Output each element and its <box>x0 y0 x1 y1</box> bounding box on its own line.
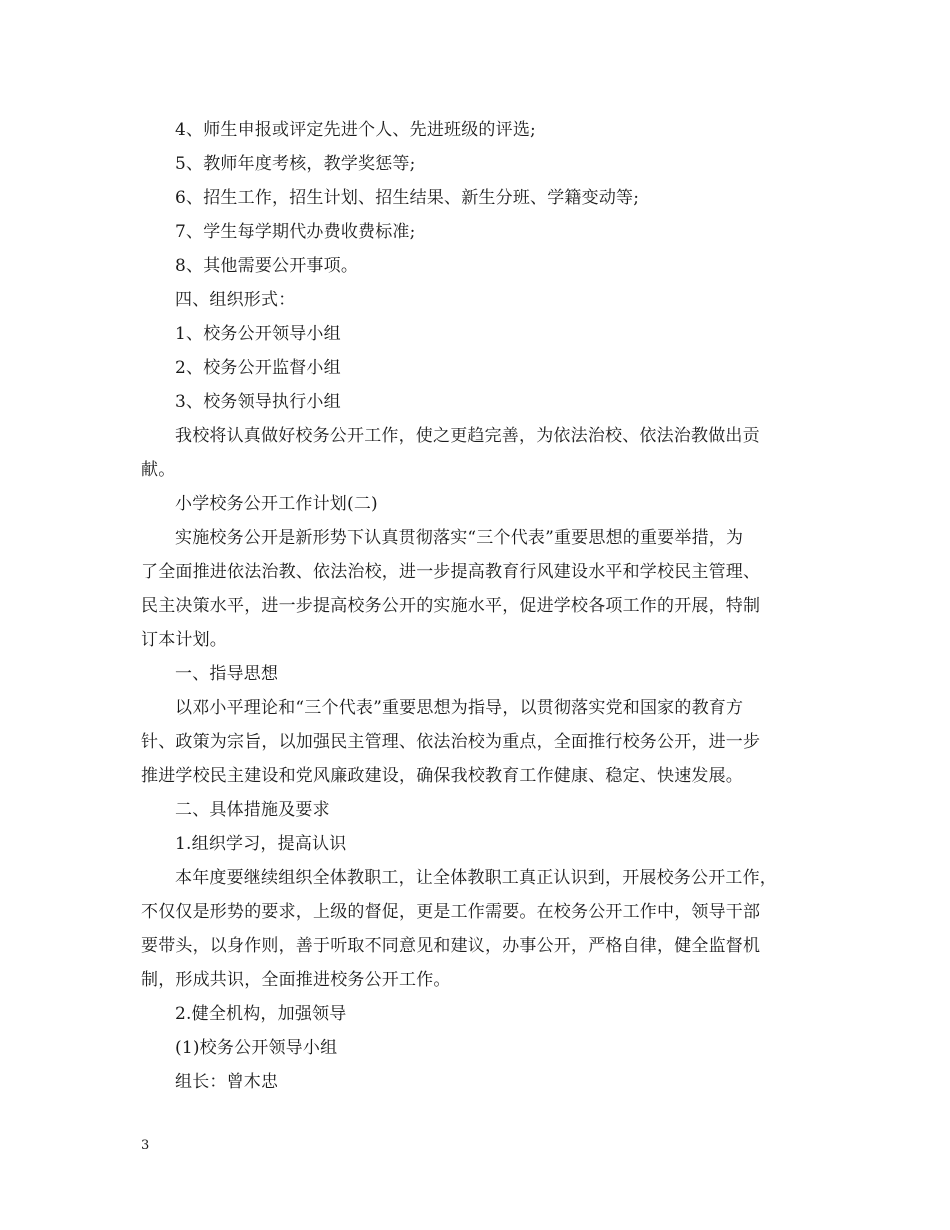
text-line: 以邓小平理论和“三个代表”重要思想为指导，以贯彻落实党和国家的教育方 <box>175 698 744 718</box>
text-line: 8、其他需要公开事项。 <box>175 256 359 276</box>
text-line: 我校将认真做好校务公开工作，使之更趋完善，为依法治校、依法治教做出贡 <box>175 426 760 446</box>
section-heading: 四、组织形式： <box>175 290 296 310</box>
document-body <box>141 113 811 1099</box>
text-line: 民主决策水平，进一步提高校务公开的实施水平，促进学校各项工作的开展，特制 <box>141 596 761 616</box>
section-heading: 二、具体措施及要求 <box>175 800 330 820</box>
text-line: 了全面推进依法治教、依法治校，进一步提高教育行风建设水平和学校民主管理、 <box>141 562 761 582</box>
text-line: 不仅仅是形势的要求，上级的督促，更是工作需要。在校务公开工作中，领导干部 <box>141 902 761 922</box>
text-line: 3、校务领导执行小组 <box>175 392 341 412</box>
text-line: 实施校务公开是新形势下认真贯彻落实“三个代表”重要思想的重要举措，为 <box>175 528 744 548</box>
text-line: 组长：曾木忠 <box>175 1072 279 1092</box>
text-line: 献。 <box>141 460 176 480</box>
document-title: 小学校务公开工作计划(二) <box>175 494 378 514</box>
subsection-heading: 2.健全机构，加强领导 <box>175 1004 347 1024</box>
section-heading: 一、指导思想 <box>175 664 279 684</box>
text-line: (1)校务公开领导小组 <box>175 1038 338 1058</box>
text-line: 7、学生每学期代办费收费标准; <box>175 222 416 242</box>
text-line: 本年度要继续组织全体教职工，让全体教职工真正认识到，开展校务公开工作， <box>175 868 777 888</box>
text-line: 5、教师年度考核，教学奖惩等; <box>175 154 416 174</box>
text-line: 订本计划。 <box>141 630 227 650</box>
text-line: 制，形成共识，全面推进校务公开工作。 <box>141 970 451 990</box>
text-line: 要带头，以身作则，善于听取不同意见和建议，办事公开，严格自律，健全监督机 <box>141 936 761 956</box>
text-line: 4、师生申报或评定先进个人、先进班级的评选; <box>175 120 536 140</box>
page-number: 3 <box>141 1138 150 1153</box>
subsection-heading: 1.组织学习，提高认识 <box>175 834 347 854</box>
text-line: 推进学校民主建设和党风廉政建设，确保我校教育工作健康、稳定、快速发展。 <box>141 766 743 786</box>
text-line: 2、校务公开监督小组 <box>175 358 341 378</box>
text-line: 6、招生工作，招生计划、招生结果、新生分班、学籍变动等; <box>175 188 640 208</box>
text-line: 针、政策为宗旨，以加强民主管理、依法治校为重点，全面推行校务公开，进一步 <box>141 732 761 752</box>
text-line: 1、校务公开领导小组 <box>175 324 341 344</box>
